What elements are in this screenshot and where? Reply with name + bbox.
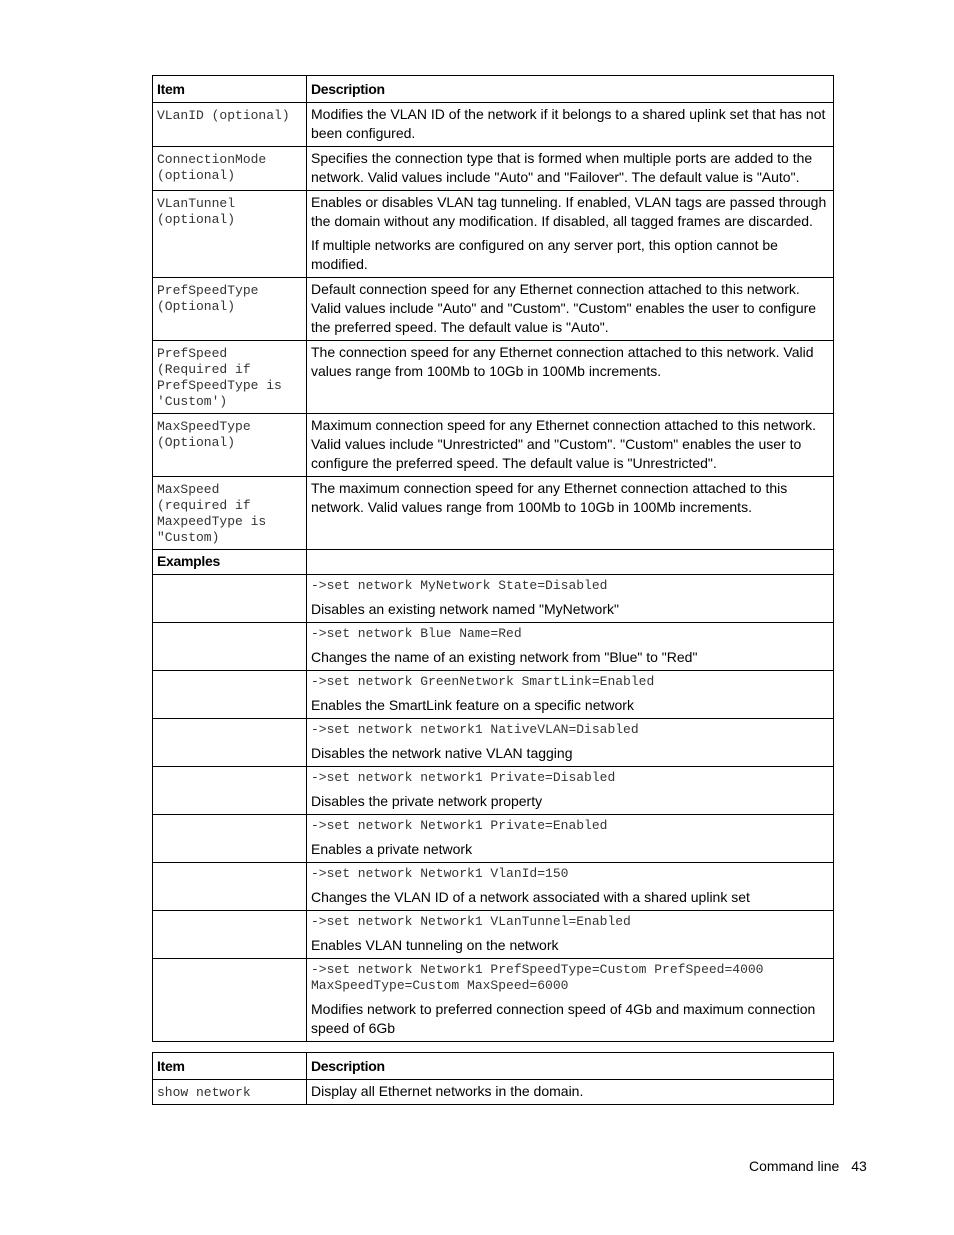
example-description: Enables a private network [311,841,473,857]
example-command: ->set network network1 Private=Disabled [311,770,616,785]
description-cell [307,341,834,414]
example-description: Enables VLAN tunneling on the network [311,937,559,953]
example-row [153,911,834,959]
example-row [153,863,834,911]
example-row [153,815,834,863]
examples-label: Examples [153,550,307,575]
header-item: Item [153,1053,307,1080]
empty-cell [153,863,307,911]
empty-cell [153,767,307,815]
example-command: ->set network Network1 Private=Enabled [311,818,608,833]
description-cell [307,477,834,550]
description-paragraph: Specifies the connection type that is formed when multiple ports are added to the network. Valid values include "Auto" and "Failover". The default value is "Auto". [311,150,813,185]
table-row [153,477,834,550]
show-network-table [152,1052,834,1105]
example-cell [307,815,834,863]
example-row [153,623,834,671]
example-description: Disables the network native VLAN tagging [311,745,573,761]
description-paragraph: The maximum connection speed for any Ethernet connection attached to this network. Valid values range from 100Mb to 10Gb in 100Mb increments. [311,480,788,515]
example-row [153,767,834,815]
table-header-row [153,1053,834,1080]
empty-cell [153,911,307,959]
example-description: Enables the SmartLink feature on a specific network [311,697,634,713]
table-row [153,103,834,147]
item-cell: ConnectionMode (optional) [153,147,307,191]
example-row [153,719,834,767]
empty-cell [153,575,307,623]
example-command: ->set network Network1 VlanId=150 [311,866,569,881]
table-row [153,147,834,191]
example-command: ->set network GreenNetwork SmartLink=Enabled [311,674,655,689]
item-cell: PrefSpeedType (Optional) [153,278,307,341]
item-cell: show network [153,1080,307,1105]
table-row [153,278,834,341]
example-row [153,575,834,623]
table-row [153,414,834,477]
description-cell [307,414,834,477]
example-description: Modifies network to preferred connection speed of 4Gb and maximum connection speed of 6Gb [311,1001,816,1036]
description-paragraph: Default connection speed for any Ethernet connection attached to this network. Valid values include "Auto" and "Custom". "Custom" enables the user to configure the preferred speed. The default value is "Auto". [311,281,817,335]
description-cell [307,103,834,147]
example-command: ->set network MyNetwork State=Disabled [311,578,608,593]
table-row [153,341,834,414]
examples-header-row [153,550,834,575]
example-command: ->set network Network1 VLanTunnel=Enabled [311,914,631,929]
example-command: ->set network Network1 PrefSpeedType=Custom PrefSpeed=4000 MaxSpeedType=Custom MaxSpeed=6000 [311,962,764,993]
example-cell [307,623,834,671]
example-cell [307,719,834,767]
header-item: Item [153,76,307,103]
example-cell [307,767,834,815]
description-cell: Display all Ethernet networks in the domain. [307,1080,834,1105]
description-cell [307,147,834,191]
table-row [153,1080,834,1105]
example-cell [307,911,834,959]
table-header-row [153,76,834,103]
description-cell [307,191,834,278]
empty-cell [153,959,307,1042]
item-cell: PrefSpeed (Required if PrefSpeedType is 'Custom') [153,341,307,414]
header-description: Description [307,1053,834,1080]
example-row [153,671,834,719]
description-paragraph: Enables or disables VLAN tag tunneling. If enabled, VLAN tags are passed through the domain without any modification. If disabled, all tagged frames are discarded. [311,194,827,229]
description-paragraph: If multiple networks are configured on any server port, this option cannot be modified. [311,237,778,272]
item-cell: VLanTunnel (optional) [153,191,307,278]
item-cell: VLanID (optional) [153,103,307,147]
example-command: ->set network Blue Name=Red [311,626,522,641]
example-description: Changes the VLAN ID of a network associated with a shared uplink set [311,889,750,905]
footer-section-title: Command line [749,1158,840,1174]
example-cell [307,863,834,911]
example-cell [307,959,834,1042]
description-cell [307,278,834,341]
example-description: Changes the name of an existing network from "Blue" to "Red" [311,649,698,665]
item-cell: MaxSpeed (required if MaxpeedType is "Custom) [153,477,307,550]
table-row [153,191,834,278]
example-description: Disables an existing network named "MyNetwork" [311,601,619,617]
parameters-table [152,75,834,1042]
page-footer [749,1158,867,1174]
empty-cell [153,671,307,719]
page-number: 43 [851,1158,867,1174]
header-description: Description [307,76,834,103]
description-paragraph: Modifies the VLAN ID of the network if it belongs to a shared uplink set that has not been configured. [311,106,826,141]
example-description: Disables the private network property [311,793,543,809]
example-cell [307,575,834,623]
item-cell: MaxSpeedType (Optional) [153,414,307,477]
empty-cell [153,719,307,767]
empty-cell [153,815,307,863]
empty-cell [307,550,834,575]
description-paragraph: The connection speed for any Ethernet connection attached to this network. Valid values range from 100Mb to 10Gb in 100Mb increments. [311,344,814,379]
empty-cell [153,623,307,671]
example-command: ->set network network1 NativeVLAN=Disabled [311,722,639,737]
example-cell [307,671,834,719]
example-row [153,959,834,1042]
description-paragraph: Maximum connection speed for any Ethernet connection attached to this network. Valid values include "Unrestricted" and "Custom". "Custom" enables the user to configure the preferred speed. The default value is "Unrestricted". [311,417,817,471]
